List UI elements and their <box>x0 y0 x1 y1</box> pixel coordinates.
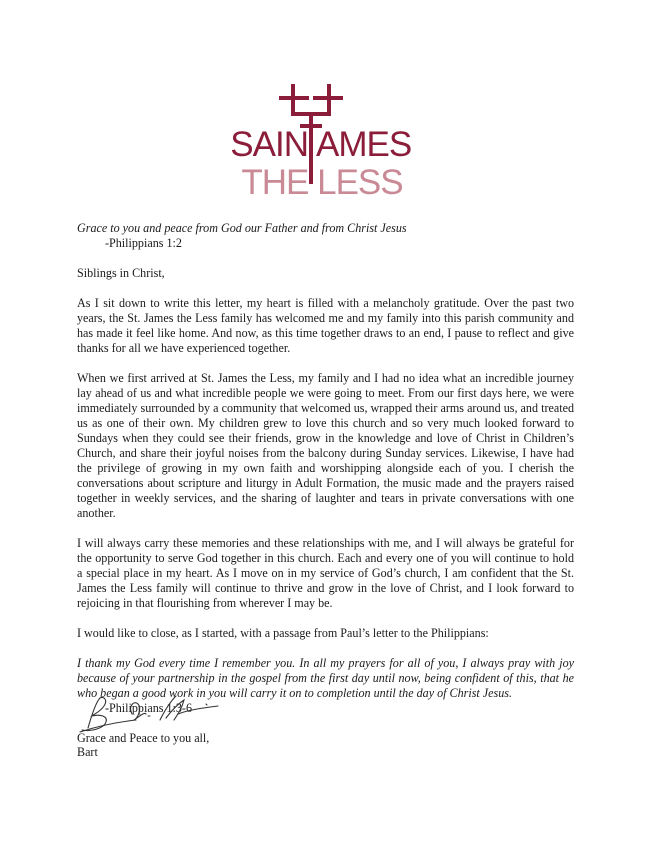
epigraph: Grace to you and peace from God our Father and from Christ Jesus <box>77 221 407 235</box>
closing-citation: -Philippians 1:3-6 <box>105 701 193 715</box>
logo-word-the-less: THE LESS <box>241 163 403 200</box>
paragraph-2: When we first arrived at St. James the Less, my family and I had no idea what an incredible journey lay ahead of us and what incredible people we were going to meet. From our first days here, we were immediately surrounded by a community that welcomed us, wrapped their arms around us, and treated us as one of their own. My children grew to love this church and so very much looked forward to Sundays when they could see their friends, grow in the knowledge and love of Christ in Children’s Church, and share their joyful noises from the balcony during Sunday services. Likewise, I have had the privilege of growing in my own faith and worshipping alongside each of you. I cherish the conversations about scripture and liturgy in Adult Formation, the music made and the prayers raised together in weekly services, and the sharing of laughter and tears in private conversations with one another. <box>77 371 574 520</box>
salutation: Siblings in Christ, <box>77 266 165 280</box>
logo-word-james: AMES <box>316 125 412 164</box>
logo-word-saint: SAIN <box>230 125 308 164</box>
letter-body <box>77 221 574 746</box>
epigraph-citation: -Philippians 1:2 <box>105 236 182 250</box>
handwritten-signature <box>78 692 228 738</box>
closing-quote: I thank my God every time I remember you. In all my prayers for all of you, I always pray with joy because of your partnership in the gospel from the first day until now, being confident of this, that he who began a good work in you will carry it on to completion until the day of Christ Jesus. <box>77 656 574 700</box>
signature-name: Bart <box>77 745 98 759</box>
signoff: Grace and Peace to you all, <box>77 731 210 745</box>
saint-james-the-less-logo <box>206 82 438 200</box>
paragraph-3: I will always carry these memories and these relationships with me, and I will always be grateful for the opportunity to serve God together in this church. Each and every one of you will continue to hold a special place in my heart. As I move on in my service of God’s church, I am confident that the St. James the Less family will continue to thrive and grow in the love of Christ, and I look forward to rejoicing in that flourishing from wherever I may be. <box>77 536 574 610</box>
closing-intro: I would like to close, as I started, with a passage from Paul’s letter to the Philippians: <box>77 626 489 640</box>
paragraph-1: As I sit down to write this letter, my heart is filled with a melancholy gratitude. Over the past two years, the St. James the Less family has welcomed me and my family into this parish community and has made it feel like home. And now, as this time together draws to an end, I pause to reflect and give thanks for all we have experienced together. <box>77 296 574 355</box>
